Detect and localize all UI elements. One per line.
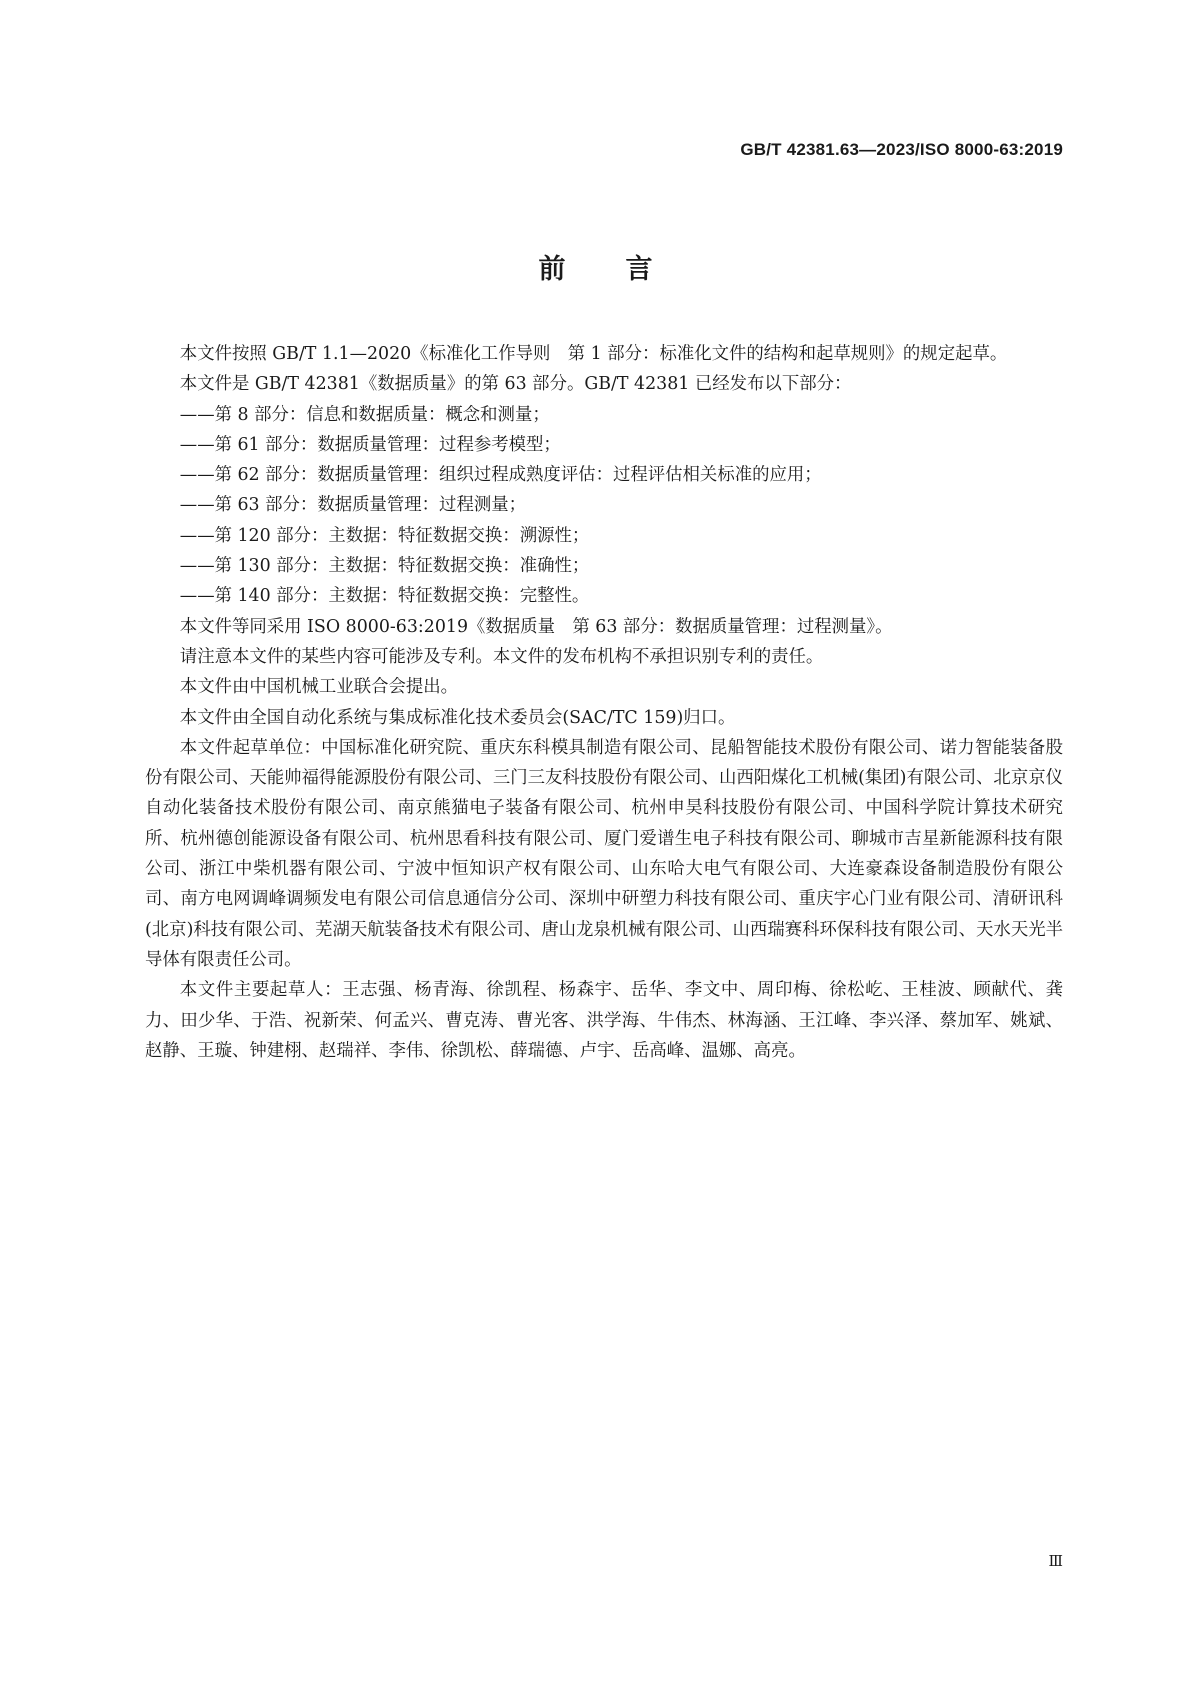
paragraph-drafting-units: 本文件起草单位：中国标准化研究院、重庆东科模具制造有限公司、昆船智能技术股份有限公司、诺力智能装备股份有限公司、天能帅福得能源股份有限公司、三门三友科技股份有限公司、山西阳煤化工机械(集团)有限公司、北京京仪自动化装备技术股份有限公司、南京熊猫电子装备有限公司、杭州申昊科技股份有限公司、中国科学院计算技术研究所、杭州德创能源设备有限公司、杭州思看科技有限公司、厦门爱谱生电子科技有限公司、聊城市吉星新能源科技有限公司、浙江中柴机器有限公司、宁波中恒知识产权有限公司、山东哈大电气有限公司、大连豪森设备制造股份有限公司、南方电网调峰调频发电有限公司信息通信分公司、深圳中研塑力科技有限公司、重庆宇心门业有限公司、清研讯科(北京)科技有限公司、芜湖天航装备技术有限公司、唐山龙泉机械有限公司、山西瑞赛科环保科技有限公司、天水天光半导体有限责任公司。	[145, 737, 1063, 970]
list-item: ——第 63 部分：数据质量管理：过程测量；	[179, 495, 527, 516]
list-item: ——第 8 部分：信息和数据质量：概念和测量；	[179, 404, 550, 425]
paragraph-patent-notice: 请注意本文件的某些内容可能涉及专利。本文件的发布机构不承担识别专利的责任。	[179, 646, 824, 667]
paragraph-proposed-by: 本文件由中国机械工业联合会提出。	[179, 677, 459, 698]
list-item: ——第 140 部分：主数据：特征数据交换：完整性。	[179, 586, 590, 607]
paragraph-administered-by: 本文件由全国自动化系统与集成标准化技术委员会(SAC/TC 159)归口。	[179, 707, 736, 728]
list-item: ——第 62 部分：数据质量管理：组织过程成熟度评估：过程评估相关标准的应用；	[179, 465, 822, 486]
list-item: ——第 130 部分：主数据：特征数据交换：准确性；	[179, 556, 590, 577]
paragraph-adoption: 本文件等同采用 ISO 8000-63:2019《数据质量 第 63 部分：数据质量管理：过程测量》。	[179, 616, 893, 637]
standard-number: GB/T 42381.63—2023/ISO 8000-63:2019	[740, 140, 1063, 159]
list-item: ——第 120 部分：主数据：特征数据交换：溯源性；	[179, 525, 590, 546]
paragraph-drafters: 本文件主要起草人：王志强、杨青海、徐凯程、杨森宇、岳华、李文中、周印梅、徐松屹、王桂波、顾献代、龚力、田少华、于浩、祝新荣、何孟兴、曹克涛、曹光客、洪学海、牛伟杰、林海涵、王江峰、李兴泽、蔡加军、姚斌、赵静、王璇、钟建栩、赵瑞祥、李伟、徐凯松、薛瑞德、卢宇、岳高峰、温娜、高亮。	[145, 980, 1063, 1061]
paragraph-drafting-rules: 本文件按照 GB/T 1.1—2020《标准化工作导则 第 1 部分：标准化文件的结构和起草规则》的规定起草。	[179, 344, 1008, 364]
list-item: ——第 61 部分：数据质量管理：过程参考模型；	[179, 434, 561, 455]
paragraph-series-intro: 本文件是 GB/T 42381《数据质量》的第 63 部分。GB/T 42381 已经发布以下部分：	[179, 374, 852, 395]
page-number: Ⅲ	[1048, 1552, 1063, 1570]
foreword-body	[145, 339, 1063, 1066]
page-title: 前言	[538, 254, 713, 285]
